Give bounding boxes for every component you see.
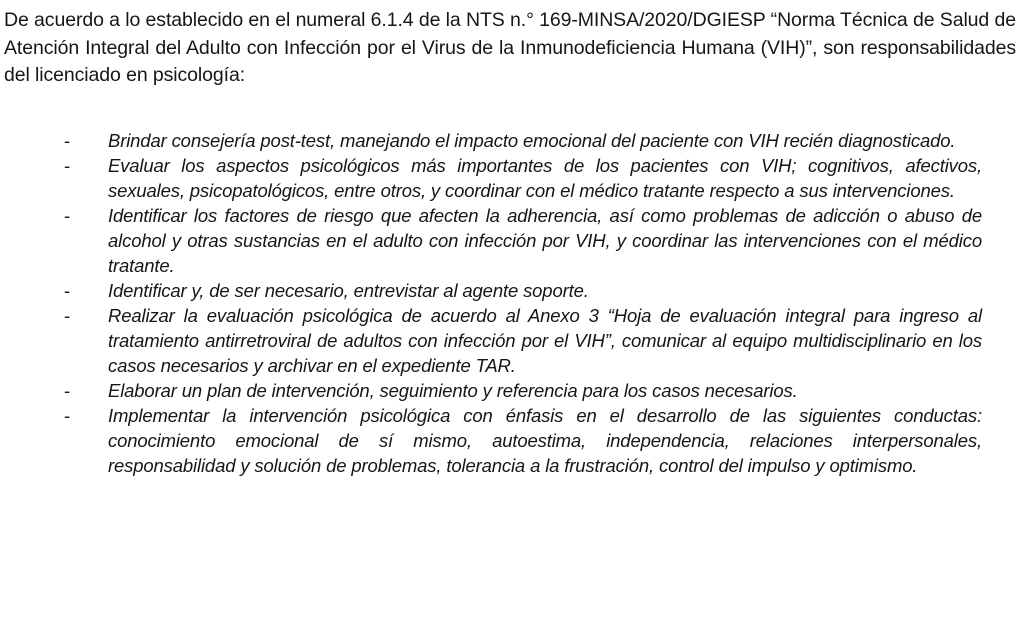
list-item (0, 128, 1024, 153)
list-bullet: - (64, 155, 71, 176)
intro-paragraph: De acuerdo a lo establecido en el numeral 6.1.4 de la NTS n.° 169-MINSA/2020/DGIESP “Norma Técnica de Salud de Atención Integral del Adulto con Infección por el Virus de la Inmunodeficiencia Humana (VIH)”, son responsabilidades del licenciado en psicología: (4, 9, 1016, 86)
list-item-text: Identificar y, de ser necesario, entrevistar al agente soporte. (108, 280, 589, 301)
list-item (0, 153, 1024, 203)
list-item (0, 378, 1024, 403)
list-bullet: - (64, 205, 71, 226)
list-item (0, 403, 1024, 478)
responsibilities-list (0, 128, 1024, 478)
list-bullet: - (64, 380, 71, 401)
list-item (0, 203, 1024, 278)
list-item (0, 303, 1024, 378)
list-bullet: - (64, 130, 71, 151)
list-item-text: Implementar la intervención psicológica con énfasis en el desarrollo de las siguientes conductas: conocimiento emocional de sí mismo, autoestima, independencia, relaciones interpersonales, responsabilidad y solución de problemas, tolerancia a la frustración, control del impulso y optimismo. (108, 405, 982, 476)
list-item-text: Evaluar los aspectos psicológicos más importantes de los pacientes con VIH; cognitivos, afectivos, sexuales, psicopatológicos, entre otros, y coordinar con el médico tratante respecto a sus intervenciones. (108, 155, 982, 201)
list-item (0, 278, 1024, 303)
list-item-text: Elaborar un plan de intervención, seguimiento y referencia para los casos necesarios. (108, 380, 798, 401)
list-bullet: - (64, 280, 71, 301)
list-item-text: Identificar los factores de riesgo que afecten la adherencia, así como problemas de adicción o abuso de alcohol y otras sustancias en el adulto con infección por VIH, y coordinar las intervenciones con el médico tratante. (108, 205, 982, 276)
list-bullet: - (64, 305, 71, 326)
list-item-text: Realizar la evaluación psicológica de acuerdo al Anexo 3 “Hoja de evaluación integral para ingreso al tratamiento antirretroviral de adultos con infección por el VIH”, comunicar al equipo multidisciplinario en los casos necesarios y archivar en el expediente TAR. (108, 305, 982, 376)
list-item-text: Brindar consejería post-test, manejando el impacto emocional del paciente con VIH recién diagnosticado. (108, 130, 956, 151)
list-bullet: - (64, 405, 71, 426)
